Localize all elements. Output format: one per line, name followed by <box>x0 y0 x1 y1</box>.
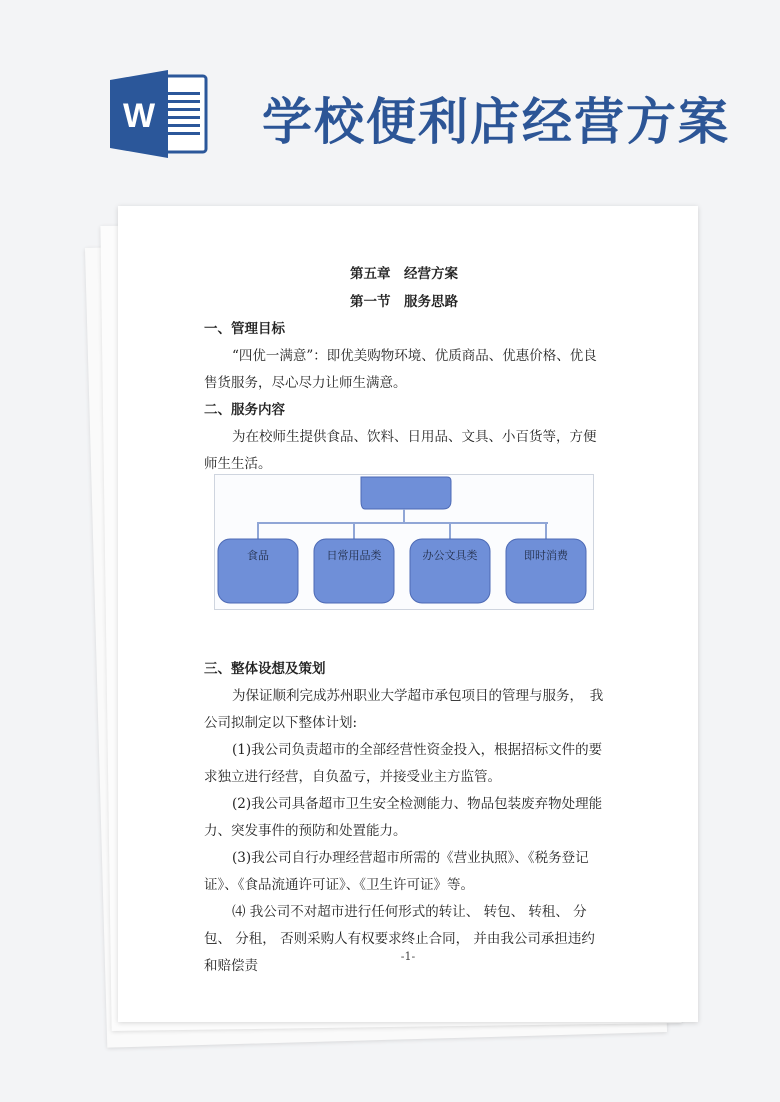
org-children <box>218 523 586 603</box>
page-title: 学校便利店经营方案 <box>262 93 730 151</box>
plan-item-3: (3)我公司自行办理经营超市所需的《营业执照》、《税务登记证》、《食品流通许可证》、《卫生许可证》等。 <box>204 850 589 893</box>
logo-letter: W <box>122 97 156 135</box>
paragraph-service: 为在校师生提供食品、饮料、日用品、文具、小百货等，方便师生生活。 <box>204 429 597 472</box>
org-child-label: 办公文具类 <box>422 549 478 562</box>
document-page <box>118 206 698 1022</box>
word-icon <box>108 68 208 160</box>
heading-service-content: 二、服务内容 <box>204 402 285 418</box>
org-chart <box>214 474 594 610</box>
plan-item-4: ⑷ 我公司不对超市进行任何形式的转让、 转包、 转租、 分包、 分租， 否则采购人有权要求终止合同， 并由我公司承担违约和赔偿责 <box>204 904 595 974</box>
chapter-title: 第五章 经营方案 <box>350 266 458 282</box>
header <box>0 0 780 190</box>
plan-item-1: (1)我公司负责超市的全部经营性资金投入，根据招标文件的要求独立进行经营，自负盈亏，并接受业主方监管。 <box>204 742 603 785</box>
org-child-label: 食品 <box>247 549 269 562</box>
document-content <box>204 260 604 980</box>
paragraph-plan: 为保证顺利完成苏州职业大学超市承包项目的管理与服务， 我公司拟制定以下整体计划: <box>204 688 604 731</box>
heading-overall-plan: 三、整体设想及策划 <box>204 661 326 677</box>
org-chart-svg <box>215 475 593 609</box>
section-title: 第一节 服务思路 <box>350 294 458 310</box>
page-number: -1- <box>400 950 416 963</box>
plan-item-2: (2)我公司具备超市卫生安全检测能力、物品包装废弃物处理能力、突发事件的预防和处置能力。 <box>204 796 603 839</box>
paragraph-goal: “四优一满意”：即优美购物环境、优质商品、优惠价格、优良售货服务，尽心尽力让师生满意。 <box>204 348 597 391</box>
org-child-label: 即时消费 <box>524 549 568 562</box>
org-root-box <box>361 477 451 509</box>
org-child-label: 日常用品类 <box>326 549 382 562</box>
heading-management-goal: 一、管理目标 <box>204 321 285 337</box>
